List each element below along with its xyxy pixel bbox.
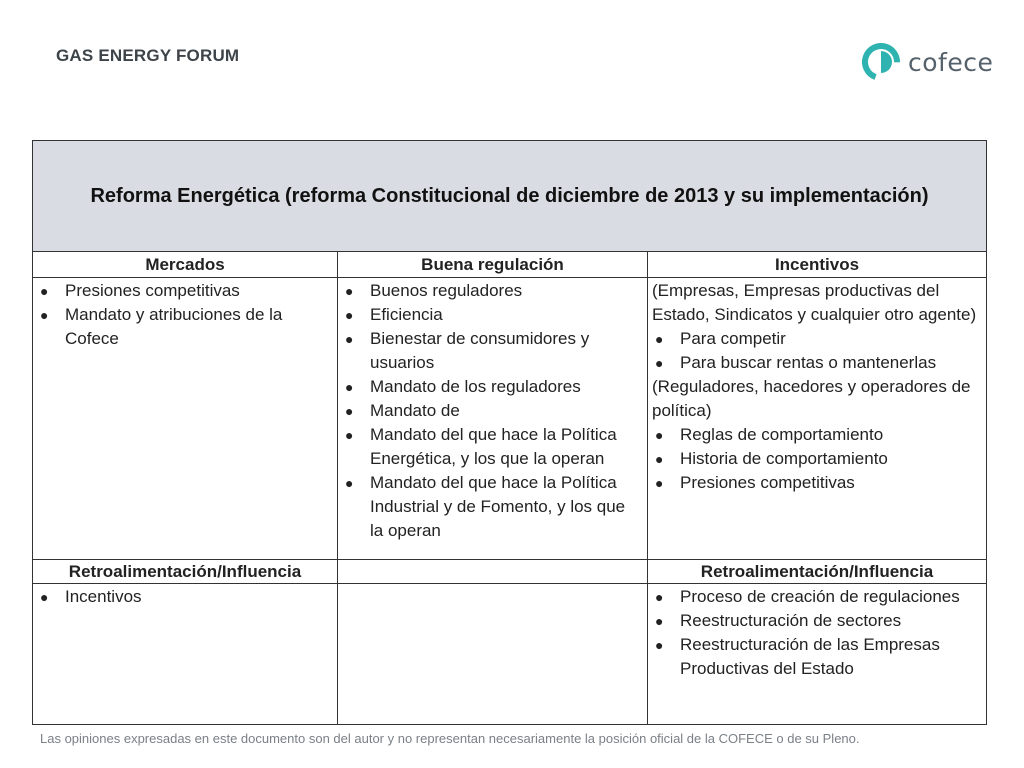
- bullet-icon: ●: [655, 331, 664, 347]
- column-header-row: [33, 252, 986, 278]
- table-title: Reforma Energética (reforma Constitucional de diciembre de 2013 y su implementación): [90, 184, 929, 207]
- event-title: GAS ENERGY FORUM: [56, 46, 240, 65]
- list-item: ● Incentivos: [37, 585, 333, 609]
- bullet-icon: ●: [345, 475, 354, 491]
- bullet-icon: ●: [345, 427, 354, 443]
- cofece-logo-icon: [862, 43, 900, 81]
- logo-text: cofece: [908, 47, 994, 77]
- bullet-icon: ●: [655, 589, 664, 605]
- feedback-header-middle: [338, 560, 648, 583]
- bullet-icon: ●: [345, 379, 354, 395]
- list-item: ● Mandato del que hace la Política Energética, y los que la operan: [345, 425, 617, 468]
- header-buena-regulacion: Buena regulación: [338, 252, 648, 277]
- mercados-cell: [33, 278, 338, 559]
- incentivos-intro: (Empresas, Empresas productivas del Estado, Sindicatos y cualquier otro agente): [652, 281, 977, 324]
- list-item: ● Reglas de comportamiento: [652, 423, 982, 447]
- bullet-icon: ●: [655, 355, 664, 371]
- feedback-header-row: [33, 560, 986, 584]
- header-mercados: Mercados: [33, 252, 338, 277]
- list-item: ● Mandato y atribuciones de la Cofece: [40, 305, 283, 348]
- header-incentivos: Incentivos: [774, 255, 860, 274]
- main-content-row: [33, 278, 986, 560]
- reform-table: [32, 140, 987, 725]
- feedback-header-right: Retroalimentación/Influencia: [700, 562, 934, 581]
- bullet-icon: ●: [655, 475, 664, 491]
- list-item: ● Historia de comportamiento: [652, 447, 982, 471]
- bullet-icon: ●: [655, 451, 664, 467]
- list-item: ● Proceso de creación de regulaciones: [652, 585, 982, 609]
- list-item: ● Para buscar rentas o mantenerlas: [652, 351, 982, 375]
- bullet-icon: ●: [345, 283, 354, 299]
- bullet-icon: ●: [345, 307, 354, 323]
- list-item: ● Bienestar de consumidores y usuarios: [345, 329, 590, 372]
- list-item: ● Presiones competitivas: [652, 471, 982, 495]
- buena-regulacion-cell: [338, 278, 648, 559]
- list-item: ● Eficiencia: [342, 303, 643, 327]
- feedback-middle-cell: [338, 584, 648, 724]
- bullet-icon: ●: [345, 331, 354, 347]
- list-item: ● Reestructuración de las Empresas Productivas del Estado: [655, 635, 940, 678]
- bullet-icon: ●: [345, 403, 354, 419]
- feedback-content-row: [33, 584, 986, 724]
- bullet-icon: ●: [655, 613, 664, 629]
- feedback-header-left: Retroalimentación/Influencia: [33, 560, 338, 583]
- disclaimer-text: Las opiniones expresadas en este documento son del autor y no representan necesariamente la posición oficial de la COFECE o de su Pleno.: [40, 731, 860, 746]
- list-item: ● Para competir: [652, 327, 982, 351]
- feedback-left-cell: [33, 584, 338, 724]
- bullet-icon: ●: [40, 589, 49, 605]
- bullet-icon: ●: [40, 307, 49, 323]
- bullet-icon: ●: [655, 427, 664, 443]
- feedback-right-cell: [648, 584, 986, 724]
- incentivos-mid: (Reguladores, hacedores y operadores de política): [652, 377, 971, 420]
- list-item: ● Mandato del que hace la Política Industrial y de Fomento, y los que la operan: [345, 473, 626, 540]
- bullet-icon: ●: [655, 637, 664, 653]
- list-item: ● Buenos reguladores: [342, 279, 643, 303]
- list-item: ● Presiones competitivas: [37, 279, 333, 303]
- list-item: ● Mandato de: [342, 399, 643, 423]
- cofece-logo: [862, 42, 993, 82]
- table-title-row: [33, 141, 986, 252]
- list-item: ● Mandato de los reguladores: [342, 375, 643, 399]
- table-grid: [33, 252, 986, 724]
- list-item: ● Reestructuración de sectores: [652, 609, 982, 633]
- bullet-icon: ●: [40, 283, 49, 299]
- incentivos-cell: [648, 278, 986, 559]
